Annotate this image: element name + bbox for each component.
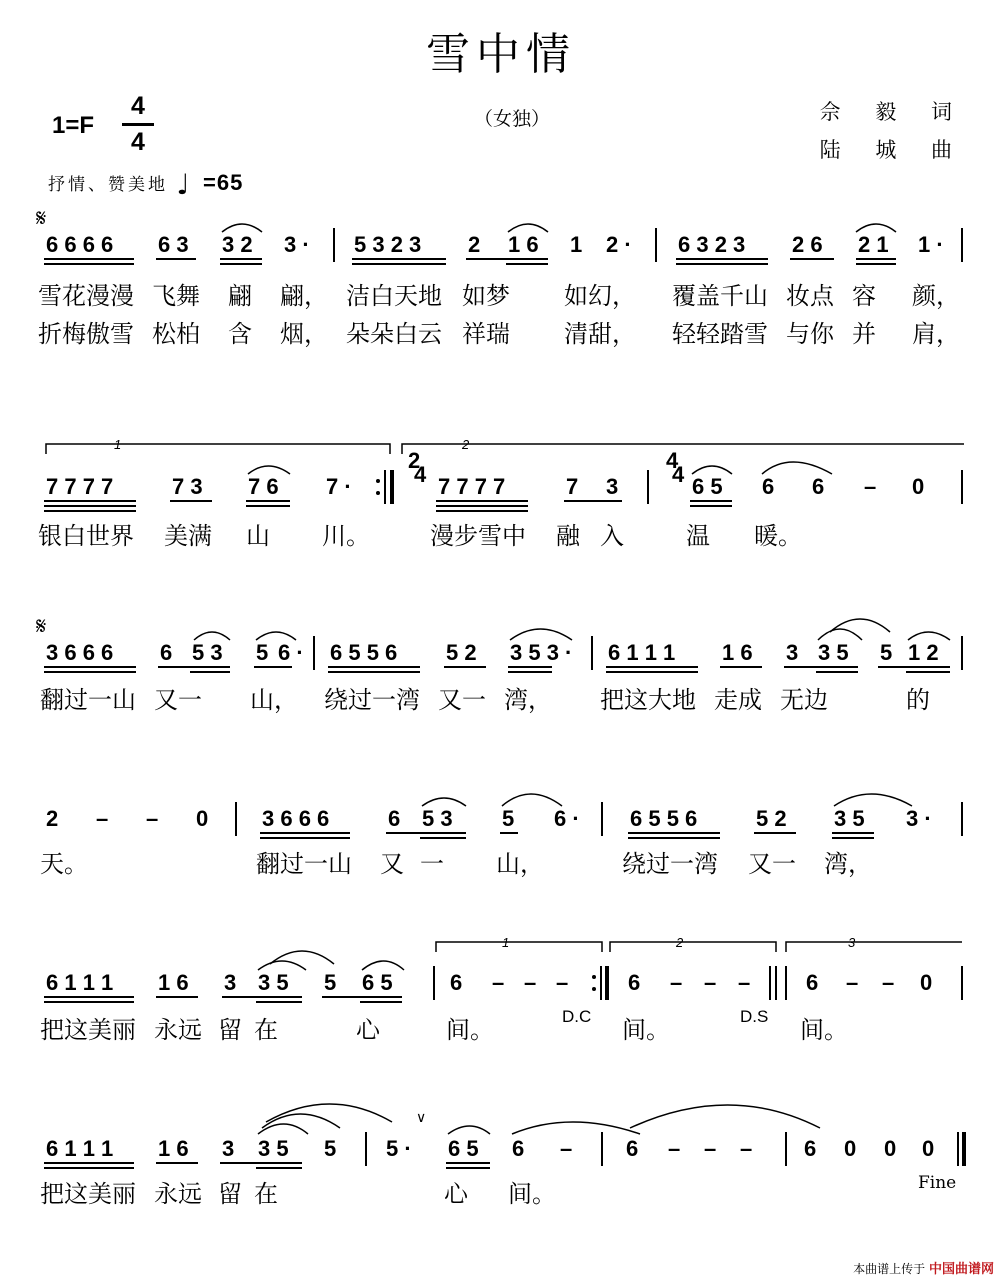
lyric: 如幻， bbox=[564, 282, 636, 310]
note-group: 6 5 bbox=[362, 970, 393, 995]
lyric: 绕过一湾 bbox=[622, 850, 718, 878]
lyric: 洁白天地 bbox=[346, 282, 442, 310]
note-group: – bbox=[492, 970, 505, 995]
lyric: 轻轻踏雪 bbox=[672, 320, 768, 348]
lyric: 入 bbox=[600, 522, 624, 550]
note-group: 7 3 bbox=[172, 474, 203, 499]
note-group: 5 bbox=[256, 640, 269, 665]
line-3-lyrics bbox=[40, 686, 930, 714]
line-6-notes bbox=[46, 1136, 934, 1161]
note-group: 2 bbox=[46, 806, 59, 831]
lyric: 折梅傲雪 bbox=[38, 320, 134, 348]
lyric: 无边 bbox=[780, 686, 828, 714]
lyric: 朵朵白云 bbox=[346, 320, 442, 348]
ds-marking: D.S bbox=[740, 1007, 769, 1026]
slurs bbox=[258, 951, 404, 970]
volta-number: 3 bbox=[848, 935, 856, 950]
note-group: 1 · bbox=[918, 232, 944, 257]
note-group: 7 6 bbox=[248, 474, 279, 499]
note-group: 3 5 bbox=[818, 640, 849, 665]
lyric: 留 bbox=[218, 1180, 242, 1208]
note-group: 7 7 7 7 bbox=[438, 474, 506, 499]
line-2-notes bbox=[46, 474, 924, 499]
lyric: 间。 bbox=[446, 1016, 494, 1044]
lyric: 美满 bbox=[164, 522, 212, 550]
note-group: 6 5 5 6 bbox=[330, 640, 398, 665]
note-group: 2 1 bbox=[858, 232, 889, 257]
line-2-lyrics bbox=[38, 522, 802, 550]
note-group: – bbox=[524, 970, 537, 995]
note-group: 6 bbox=[806, 970, 819, 995]
note-group: 3 6 6 6 bbox=[46, 640, 114, 665]
line-6-lyrics bbox=[40, 1180, 556, 1208]
note-group: 3 bbox=[786, 640, 799, 665]
lyric: 又一 bbox=[748, 850, 796, 878]
note-group: 5 bbox=[880, 640, 893, 665]
note-group: 2 6 bbox=[792, 232, 823, 257]
line-1-notes bbox=[46, 232, 944, 257]
note-group: 3 · bbox=[284, 232, 310, 257]
line-6-beams bbox=[44, 1163, 490, 1168]
note-group: 5 2 bbox=[756, 806, 787, 831]
song-title: 雪中情 bbox=[426, 29, 576, 80]
note-group: 5 bbox=[324, 1136, 337, 1161]
lyric: 在 bbox=[254, 1180, 278, 1208]
note-group: 6 bbox=[450, 970, 463, 995]
lyric: 翻过一山 bbox=[256, 850, 352, 878]
volta-brackets-line-5 bbox=[436, 942, 962, 952]
lyric: 把这美丽 bbox=[40, 1016, 136, 1044]
lyricist-credit: 佘 毅 词 bbox=[819, 100, 966, 124]
note-group: 6 5 5 6 bbox=[630, 806, 698, 831]
note-group: 5 bbox=[324, 970, 337, 995]
lyric: 容 bbox=[852, 282, 876, 310]
lyric: 翩， bbox=[280, 282, 328, 310]
note-group: 6 · bbox=[278, 640, 304, 665]
slurs bbox=[422, 794, 912, 806]
note-group: 6 bbox=[512, 1136, 525, 1161]
line-1-lyrics-verse-2 bbox=[38, 320, 960, 348]
lyric: 又一 bbox=[438, 686, 486, 714]
note-group: 5 3 2 3 bbox=[354, 232, 422, 257]
note-group: – bbox=[882, 970, 895, 995]
lyric: 融 bbox=[556, 522, 580, 550]
lyric: 又一 bbox=[154, 686, 202, 714]
lyric: 绕过一湾 bbox=[324, 686, 420, 714]
note-group: 5 2 bbox=[446, 640, 477, 665]
note-group: 3 bbox=[224, 970, 237, 995]
time-change-top: 4 bbox=[666, 448, 679, 473]
note-group: 3 6 6 6 bbox=[262, 806, 330, 831]
time-change-top: 2 bbox=[408, 448, 421, 473]
footer-credit bbox=[853, 1258, 994, 1277]
note-group: 1 6 bbox=[722, 640, 753, 665]
note-group: – bbox=[846, 970, 859, 995]
note-group: 6 3 2 3 bbox=[678, 232, 746, 257]
lyric: 心 bbox=[444, 1180, 468, 1208]
segno-sign: 𝄋 bbox=[36, 204, 47, 232]
note-group: – bbox=[670, 970, 683, 995]
volta-number: 1 bbox=[114, 437, 122, 452]
note-group: 6 5 bbox=[448, 1136, 479, 1161]
note-group: – bbox=[704, 970, 717, 995]
note-group: 3 5 bbox=[834, 806, 865, 831]
note-group: – bbox=[96, 806, 109, 831]
line-1-beams bbox=[44, 259, 896, 264]
note-group: 6 bbox=[812, 474, 825, 499]
lyric: 颜， bbox=[912, 282, 960, 310]
line-1-lyrics-verse-1 bbox=[38, 282, 960, 310]
lyric: 妆点 bbox=[786, 282, 834, 310]
lyric: 留 bbox=[218, 1016, 242, 1044]
lyric: 把这大地 bbox=[600, 686, 696, 714]
quarter-note-icon: ♩ bbox=[176, 168, 193, 201]
note-group: 2 · bbox=[606, 232, 632, 257]
segno-sign: 𝄋 bbox=[36, 612, 47, 640]
lyric: 银白世界 bbox=[38, 522, 134, 550]
time-change-bottom: 4 bbox=[414, 462, 427, 487]
line-3-notes bbox=[46, 640, 939, 665]
note-group: – bbox=[668, 1136, 681, 1161]
note-group: 3 5 bbox=[258, 1136, 289, 1161]
lyric: 间。 bbox=[508, 1180, 556, 1208]
line-4-beams bbox=[260, 833, 874, 838]
lyric: 山 bbox=[246, 522, 270, 550]
lyric: 暖。 bbox=[754, 522, 802, 550]
note-group: – bbox=[740, 1136, 753, 1161]
note-group: 6 · bbox=[554, 806, 580, 831]
site-logo[interactable]: 中国曲谱网 bbox=[928, 1262, 994, 1277]
note-group: 7 · bbox=[326, 474, 352, 499]
repeat-dot bbox=[376, 479, 380, 483]
lyric: 温 bbox=[686, 522, 710, 550]
time-signature-top: 4 bbox=[131, 92, 145, 120]
line-4-notes bbox=[46, 806, 932, 831]
note-group: 3 bbox=[606, 474, 619, 499]
note-group: – bbox=[556, 970, 569, 995]
note-group: 6 bbox=[388, 806, 401, 831]
lyric: 飞舞 bbox=[152, 282, 200, 310]
note-group: 6 5 bbox=[692, 474, 723, 499]
note-group: 0 bbox=[922, 1136, 935, 1161]
lyric: 间。 bbox=[622, 1016, 670, 1044]
lyric: 并 bbox=[852, 320, 876, 348]
lyric: 祥瑞 bbox=[462, 320, 510, 348]
line-3-beams bbox=[44, 667, 950, 672]
lyric: 川。 bbox=[322, 522, 370, 550]
lyric: 肩， bbox=[912, 320, 960, 348]
lyric: 走成 bbox=[714, 686, 762, 714]
note-group: 0 bbox=[920, 970, 933, 995]
lyric: 湾， bbox=[504, 686, 552, 714]
lyric: 漫步雪中 bbox=[430, 522, 526, 550]
note-group: – bbox=[864, 474, 877, 499]
note-group: 6 1 1 1 bbox=[46, 970, 114, 995]
note-group: 7 bbox=[566, 474, 579, 499]
line-5-beams bbox=[44, 997, 402, 1002]
note-group: 7 7 7 7 bbox=[46, 474, 114, 499]
note-group: 0 bbox=[912, 474, 925, 499]
time-signature-bottom: 4 bbox=[122, 123, 154, 155]
note-group: 6 1 1 1 bbox=[46, 1136, 114, 1161]
lyric: 松柏 bbox=[152, 320, 200, 348]
lyric: 山， bbox=[250, 686, 298, 714]
note-group: 1 2 bbox=[908, 640, 939, 665]
lyric: 间。 bbox=[800, 1016, 848, 1044]
note-group: 5 bbox=[502, 806, 515, 831]
note-group: – bbox=[738, 970, 751, 995]
note-group: 2 bbox=[468, 232, 481, 257]
composer-credit: 陆 城 曲 bbox=[819, 138, 966, 162]
dc-marking: D.C bbox=[562, 1007, 592, 1026]
note-group: 6 1 1 1 bbox=[608, 640, 676, 665]
lyric: 又 bbox=[380, 850, 404, 878]
lyric: 永远 bbox=[154, 1180, 202, 1208]
note-group: 0 bbox=[884, 1136, 897, 1161]
lyric: 心 bbox=[356, 1016, 380, 1044]
lyric: 湾， bbox=[824, 850, 872, 878]
note-group: 5 3 bbox=[192, 640, 223, 665]
lyric: 清甜， bbox=[564, 320, 636, 348]
line-5-lyrics bbox=[40, 1016, 848, 1044]
lyric: 山， bbox=[496, 850, 544, 878]
slurs bbox=[248, 462, 832, 474]
volta-number: 1 bbox=[502, 935, 510, 950]
line-5-notes bbox=[46, 970, 932, 995]
note-group: – bbox=[704, 1136, 717, 1161]
expression-text: 抒情、赞美地 bbox=[48, 175, 168, 195]
lyric: 覆盖千山 bbox=[672, 282, 768, 310]
note-group: 3 5 3 · bbox=[510, 640, 573, 665]
repeat-dot bbox=[592, 987, 596, 991]
performer-label: （女独） bbox=[474, 108, 551, 130]
slurs bbox=[258, 1104, 820, 1134]
note-group: 0 bbox=[844, 1136, 857, 1161]
lyric: 雪花漫漫 bbox=[38, 282, 134, 310]
lyric: 翩 bbox=[228, 282, 252, 310]
note-group: 6 bbox=[762, 474, 775, 499]
lyric: 的 bbox=[906, 686, 930, 714]
note-group: 1 6 bbox=[508, 232, 539, 257]
note-group: – bbox=[560, 1136, 573, 1161]
lyric: 烟， bbox=[280, 320, 328, 348]
volta-brackets-line-2 bbox=[46, 444, 964, 454]
note-group: 6 6 6 6 bbox=[46, 232, 114, 257]
lyric: 翻过一山 bbox=[40, 686, 136, 714]
note-group: 3 5 bbox=[258, 970, 289, 995]
lyric: 把这美丽 bbox=[40, 1180, 136, 1208]
note-group: 1 6 bbox=[158, 1136, 189, 1161]
lyric: 一 bbox=[420, 850, 444, 878]
repeat-dot bbox=[592, 975, 596, 979]
note-group: 5 3 bbox=[422, 806, 453, 831]
note-group: 6 bbox=[804, 1136, 817, 1161]
note-group: 1 6 bbox=[158, 970, 189, 995]
lyric: 如梦 bbox=[462, 282, 510, 310]
note-group: 0 bbox=[196, 806, 209, 831]
slurs bbox=[194, 619, 950, 640]
repeat-dot bbox=[376, 491, 380, 495]
note-group: 6 bbox=[628, 970, 641, 995]
lyric: 永远 bbox=[154, 1016, 202, 1044]
lyric: 含 bbox=[228, 320, 252, 348]
lyric: 天。 bbox=[40, 850, 88, 878]
lyric: 与你 bbox=[786, 320, 834, 348]
breath-mark: ∨ bbox=[416, 1110, 427, 1126]
volta-number: 2 bbox=[676, 935, 684, 950]
note-group: 1 bbox=[570, 232, 583, 257]
note-group: 6 bbox=[160, 640, 173, 665]
note-group: 3 · bbox=[906, 806, 932, 831]
note-group: – bbox=[146, 806, 159, 831]
note-group: 6 bbox=[626, 1136, 639, 1161]
line-2-beams bbox=[44, 501, 732, 511]
fine-marking: Fine bbox=[918, 1173, 957, 1193]
key-signature: 1=F bbox=[52, 112, 95, 139]
time-change-bottom: 4 bbox=[672, 462, 685, 487]
note-group: 5 · bbox=[386, 1136, 412, 1161]
note-group: 3 bbox=[222, 1136, 235, 1161]
slurs bbox=[222, 224, 896, 232]
note-group: 6 3 bbox=[158, 232, 189, 257]
line-4-lyrics bbox=[40, 850, 872, 878]
tempo-value: =65 bbox=[203, 170, 244, 195]
upload-text: 本曲谱上传于 bbox=[853, 1262, 926, 1276]
lyric: 在 bbox=[254, 1016, 278, 1044]
volta-number: 2 bbox=[462, 437, 470, 452]
note-group: 3 2 bbox=[222, 232, 253, 257]
